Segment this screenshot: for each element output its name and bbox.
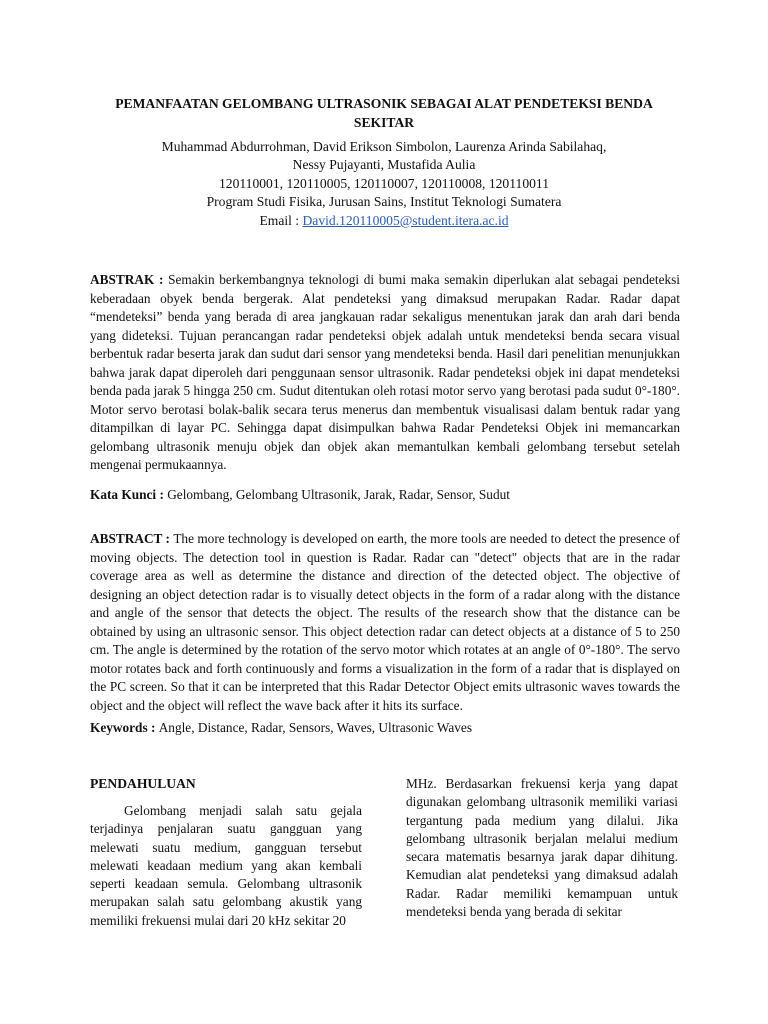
abstrak-label: ABSTRAK : bbox=[90, 272, 169, 287]
abstrak-paragraph bbox=[90, 271, 680, 475]
pendahuluan-heading: PENDAHULUAN bbox=[90, 776, 196, 791]
abstrak-text: Semakin berkembangnya teknologi di bumi maka semakin diperlukan alat sebagai pendeteksi keberadaan obyek benda bergerak. Alat pendeteksi yang dimaksud merupakan Radar. Radar dapat “mendeteksi” benda yang berada di area jangkauan radar sekaligus menentukan jarak dan arah dari benda yang dideteksi. Tujuan perancangan radar pendeteksi objek adalah untuk mendeteksi benda secara visual berbentuk radar beserta jarak dan sudut dari sensor yang mendeteksi benda. Hasil dari penelitian menunjukkan bahwa jarak dapat diperoleh dari penggunaan sensor ultrasonik. Radar pendeteksi objek ini dapat mendeteksi benda pada jarak 5 hingga 250 cm. Sudut ditentukan oleh rotasi motor servo yang berotasi pada sudut 0°-180°. Motor servo berotasi bolak-balik secara terus menerus dan membentuk visualisasi dalam bentuk radar yang ditampilkan di layar PC. Sehingga dapat disimpulkan bahwa Radar Pendeteksi Objek ini memancarkan gelombang ultrasonik menuju objek dan objek akan memantulkan kembali gelombang tersebut setelah mengenai permukaannya. bbox=[90, 272, 680, 472]
paper-title: PEMANFAATAN GELOMBANG ULTRASONIK SEBAGAI ALAT PENDETEKSI BENDA SEKITAR bbox=[115, 96, 653, 130]
authors-line-1: Muhammad Abdurrohman, David Erikson Simbolon, Laurenza Arinda Sabilahaq, bbox=[161, 139, 607, 154]
abstract-text: The more technology is developed on earth, the more tools are needed to detect the presence of moving objects. The detection tool in question is Radar. Radar can "detect" objects that are in the radar coverage area as well as determine the distance and direction of the detected object. The objective of designing an object detection radar is to visually detect objects in the form of a radar along with the distance and angle of the sensor that detects the object. The results of the research show that the distance can be obtained by using an ultrasonic sensor. This object detection radar can detect objects at a distance of 5 to 250 cm. The angle is determined by the rotation of the servo motor which rotates at an angle of 0°-180°. The servo motor rotates back and forth continuously and forms a visualization in the form of a radar that is displayed on the PC screen. So that it can be interpreted that this Radar Detector Object emits ultrasonic waves towards the object and the object will reflect the wave back after it hits its surface. bbox=[90, 531, 680, 713]
student-ids: 120110001, 120110005, 120110007, 120110008, 120110011 bbox=[218, 175, 550, 191]
authors-line-2: Nessy Pujayanti, Mustafida Aulia bbox=[292, 157, 476, 173]
affiliation: Program Studi Fisika, Jurusan Sains, Institut Teknologi Sumatera bbox=[206, 194, 562, 210]
keywords-paragraph bbox=[90, 719, 680, 738]
intro-right-column: MHz. Berdasarkan frekuensi kerja yang dapat digunakan gelombang ultrasonik memiliki variasi tergantung pada medium yang dilalui. Jika gelombang ultrasonik berjalan melalui medium secara matematis besarnya jarak dapar dihitung. Kemudian alat pendeteksi yang dimaksud adalah Radar. Radar memiliki kemampuan untuk mendeteksi benda yang berada di sekitar bbox=[406, 776, 678, 920]
email-line bbox=[90, 212, 678, 230]
email-link[interactable]: David.120110005@student.itera.ac.id bbox=[302, 212, 509, 228]
kata-kunci-text: Gelombang, Gelombang Ultrasonik, Jarak, Radar, Sensor, Sudut bbox=[167, 487, 510, 502]
kata-kunci-paragraph bbox=[90, 486, 680, 505]
keywords-label: Keywords : bbox=[90, 720, 159, 735]
keywords-text: Angle, Distance, Radar, Sensors, Waves, Ultrasonic Waves bbox=[158, 720, 473, 735]
abstract-paragraph bbox=[90, 530, 680, 715]
intro-left-column: Gelombang menjadi salah satu gejala terjadinya penjalaran suatu gangguan yang melewati suatu medium, gangguan tersebut melewati keadaan medium yang akan kembali seperti keadaan semula. Gelombang ultrasonik merupakan salah satu gelombang akustik yang memiliki frekuensi mulai dari 20 kHz sekitar 20 bbox=[90, 803, 362, 928]
author-block bbox=[90, 138, 678, 230]
email-label: Email : bbox=[259, 212, 303, 228]
kata-kunci-label: Kata Kunci : bbox=[90, 487, 168, 502]
abstract-label: ABSTRACT : bbox=[90, 531, 174, 546]
